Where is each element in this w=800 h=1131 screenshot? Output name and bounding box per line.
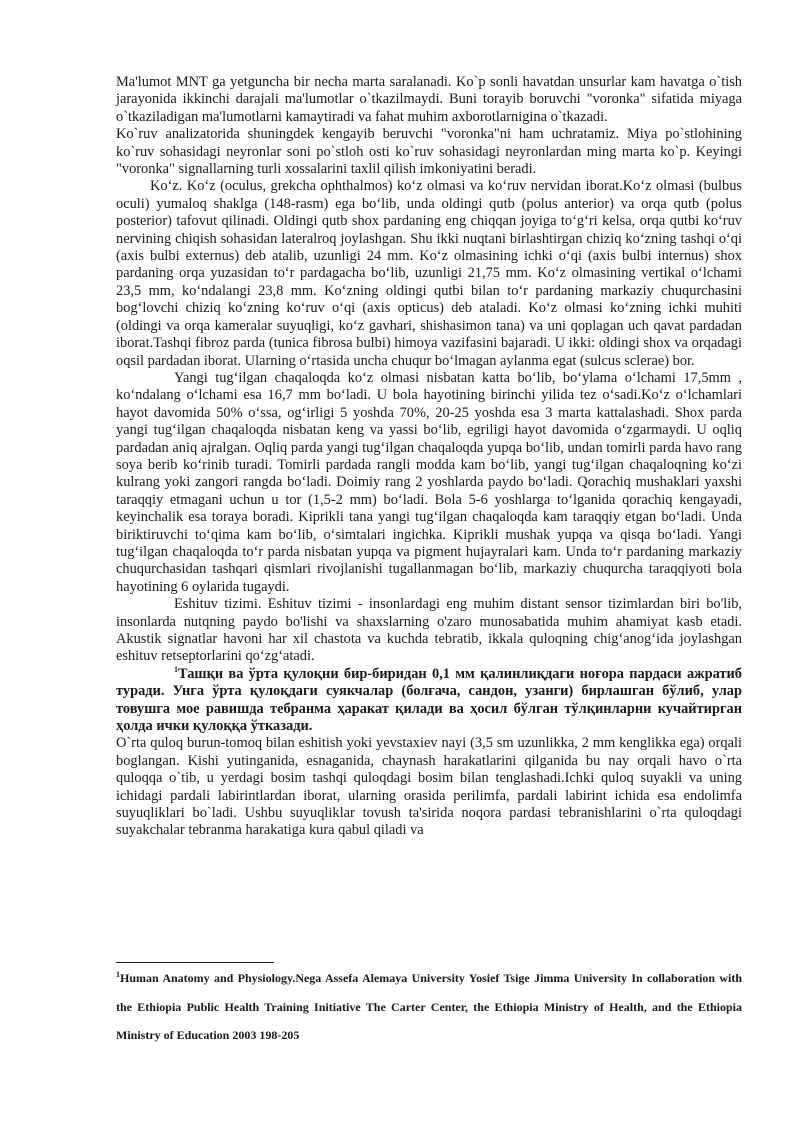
footnote-text: Human Anatomy and Physiology.Nega Assefa Alemaya University Yosief Tsige Jimma University In collaboration with the Ethiopia Public Health Training Initiative The Carter Center, the Ethiopia Ministry of Health, and the Ethiopia Ministry of Education 2003 198-205: [116, 971, 742, 1043]
footnote: [116, 964, 742, 1050]
paragraph-voronka-intro: Ma'lumot MNT ga yetguncha bir necha marta saralanadi. Ko`p sonli havatdan unsurlar kam havatga o`tish jarayonida ikkinchi darajali ma'lumotlar o`tkazilmaydi. Buni torayib boruvchi "voronka" sifatida miyaga o`tkaziladigan ma'lumotlarni kamaytiradi va fahat muhim axborotlarnigina o`tkazadi.: [116, 74, 742, 125]
footnote-mark: 1: [116, 970, 120, 979]
paragraph-newborn-eye: Yangi tug‘ilgan chaqaloqda ko‘z olmasi nisbatan katta bo‘lib, bo‘ylama o‘lchami 17,5mm , ko‘ndalang o‘lchami esa 16,7 mm bo‘ladi. U bola hayotining birinchi yilida tez o‘sadi.Ko‘z o‘lchamlari hayot davomida 50% o‘ssa, og‘irligi 5 yoshda 70%, 20-25 yoshda esa 3 marta kattalashadi. Shox parda yangi tug‘ilgan chaqaloqda nisbatan keng va yassi bo‘lib, egriligi hayot davomida o‘zgarmaydi. U oqliq pardadan aniq ajralgan. Oqliq parda yangi tug‘ilgan chaqaloqda yupqa bo‘lib, undan tomirli parda havo rang soya berib ko‘rinib turadi. Tomirli pardada rangli modda kam bo‘lib, yangi tug‘ilgan chaqaloqning ko‘zi kulrang yoki zangori rangda bo‘ladi. Doimiy rang 2 yoshlarda paydo bo‘ladi. Qorachiq mushaklari yaxshi taraqqiy etmagani uchun u tor (1,5-2 mm) bo‘ladi. Bola 5-6 yoshlarga to‘lganida qorachiq kengayadi, keyinchalik esa toraya boradi. Kiprikli tana yangi tug‘ilgan chaqaloqda kam taraqqiy etgan bo‘ladi. Unda biriktiruvchi to‘qima kam bo‘lib, o‘simtalari ingichka. Kiprikli mushak yupqa va qisqa bo‘ladi. Yangi tug‘ilgan chaqaloqda to‘r parda nisbatan yupqa va pigment hujayralari kam. Unda to‘r pardaning markaziy chuqurchasidan tashqari qismlari rivojlanishi tugallanmagan bo‘lib, markaziy chuqurcha taraqqiyoti bola hayotining 6 oylarida tugaydi.: [116, 369, 742, 595]
footnote-separator: [116, 962, 274, 963]
document-body: [116, 74, 742, 840]
paragraph-eye: Ko‘z. Ko‘z (oculus, grekcha ophthalmos) ko‘z olmasi va ko‘ruv nervidan iborat.Ko‘z olmasi (bulbus oculi) yumaloq shaklga (148-rasm) ega bo‘lib, unda oldingi qutb (polus anterior) va orqa qutb (polus posterior) tafovut qilinadi. Oldingi qutb shox pardaning eng chiqqan joyiga to‘g‘ri kelsa, orqa qutbi ko‘ruv nervining chiqish sohasidan lateralroq joylashgan. Shu ikki nuqtani birlashtirgan chiziq ko‘zning tashqi o‘qi (axis bulbi externus) deb atalib, uzunligi 24 mm. Ko‘z olmasining ichki o‘qi (axis bulbi internus) shox pardaning orqa yuzasidan to‘r pardagacha bo‘lib, uzunligi 21,75 mm. Ko‘z olmasining vertikal o‘lchami 23,5 mm, ko‘ndalangi 23,8 mm. Ko‘zning oldingi qutbi bilan to‘r pardaning markaziy chuqurchasini bog‘lovchi chiziq ko‘zning ko‘ruv o‘qi (axis opticus) deb ataladi. Ko‘z olmasi ko‘zning ichki muhiti (oldingi va orqa kameralar suyuqligi, ko‘z gavhari, shishasimon tana) va uni qoplagan uch qavat pardadan iborat.Tashqi fibroz parda (tunica fibrosa bulbi) himoya vazifasini bajaradi. U ikki: oldingi shox va orqadagi oqsil pardadan iborat. Ularning o‘rtasida uncha chuqur bo‘lmagan aylanma egat (sulcus sclerae) bor.: [116, 178, 742, 369]
footnote-reference[interactable]: 1: [174, 665, 178, 675]
paragraph-auditory-system: Eshituv tizimi. Eshituv tizimi - insonlardagi eng muhim distant sensor tizimlardan biri bo'lib, insonlarda nutqning paydo bo'lishi va shaxslarning o'zaro munosabatida muhim ahamiyat kasb etadi. Akustik signatlar havoni har xil chastota va kuchda tebratib, ikkala quloqning chig‘anog‘ida joylashgan eshituv retseptorlarini qo‘zg‘atadi.: [116, 596, 742, 665]
paragraph-middle-ear-bold: [116, 666, 742, 736]
paragraph-visual-analyzer: Ko`ruv analizatorida shuningdek kengayib beruvchi "voronka"ni ham uchratamiz. Miya po`stlohining ko`ruv sohasidagi neyronlar soni po`stloh osti ko`ruv sohasidagi neyronlardan ming marta ko`p. Keyingi "voronka" signallarning turli xossalarini taxlil qilish imkoniyatini beradi.: [116, 126, 742, 178]
paragraph-inner-ear: O`rta quloq burun-tomoq bilan eshitish yoki yevstaxiev nayi (3,5 sm uzunlikka, 2 mm kenglikka ega) orqali boglangan. Kishi yutinganida, esnaganida, chaynash harakatlarini qilganida bu nay orqali havo o`rta quloqqa o`tib, u yerdagi bosim tashqi quloqdagi bosim bilan tenglashadi.Ichki quloq suyakli va uning ichidagi pardali labirintlardan iborat, ularning orasida perilimfa, pardali labirint ichida esa endolimfa suyuqliklari bo`ladi. Ushbu suyuqliklar tovush ta'sirida noqora pardasi tebranishlarini o`rta quloqdagi suyakchalar tebranma harakatiga kura qabul qiladi va: [116, 735, 742, 839]
bold-paragraph-text: Ташқи ва ўрта қулоқни бир-биридан 0,1 мм қалинлиқдаги ноғора пардаси ажратиб туради. Унга ўрта қулоқдаги суякчалар (болғача, сандон, узанги) бирлашган бўлиб, улар товушга мое равишда тебранма ҳаракат қилади ва ҳосил бўлган тўлқинларни кучайтирган ҳолда ички қулоққа ўтказади.: [116, 665, 742, 735]
